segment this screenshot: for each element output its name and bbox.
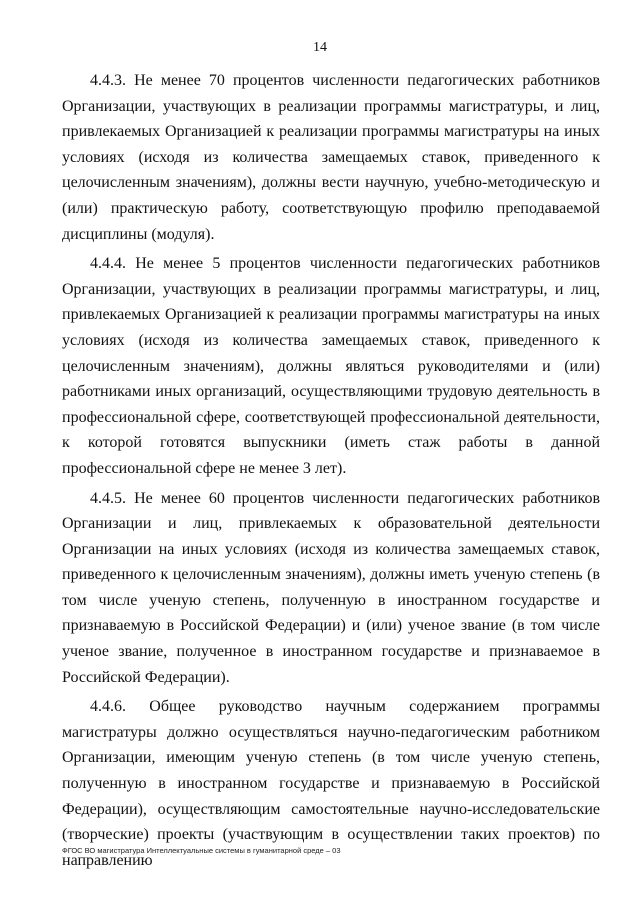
paragraph-4-4-3: 4.4.3. Не менее 70 процентов численности педагогических работников Организации, участвующих в реализации программы магистратуры, и лиц, привлекаемых Организацией к реализации программы магистратуры на иных условиях (исходя из количества замещаемых ставок, приведенного к целочисленным значениям), должны вести научную, учебно-методическую и (или) практическую работу, соответствующую профилю преподаваемой дисциплины (модуля).: [62, 72, 600, 243]
paragraph-4-4-4: 4.4.4. Не менее 5 процентов численности педагогических работников Организации, участвующих в реализации программы магистратуры, и лиц, привлекаемых Организацией к реализации программы магистратуры на иных условиях (исходя из количества замещаемых ставок, приведенного к целочисленным значениям), должны являться руководителями и (или) работниками иных организаций, осуществляющими трудовую деятельность в профессиональной сфере, соответствующей профессиональной деятельности, к которой готовятся выпускники (иметь стаж работы в данной профессиональной сфере не менее 3 лет).: [62, 255, 600, 477]
page-number: 14: [313, 40, 327, 55]
paragraph-4-4-6: 4.4.6. Общее руководство научным содержанием программы магистратуры должно осуществляться научно-педагогическим работником Организации, имеющим ученую степень (в том числе ученую степень, полученную в иностранном государстве и признаваемую в Российской Федерации), осуществляющим самостоятельные научно-исследовательские (творческие) проекты (участвующим в осуществлении таких проектов) по направлению: [62, 698, 600, 869]
document-body: [62, 68, 600, 877]
document-footer: ФГОС ВО магистратура Интеллектуальные системы в гуманитарной среде – 03: [62, 846, 341, 855]
paragraph-4-4-5: 4.4.5. Не менее 60 процентов численности педагогических работников Организации и лиц, привлекаемых к образовательной деятельности Организации на иных условиях (исходя из количества замещаемых ставок, приведенного к целочисленным значениям), должны иметь ученую степень (в том числе ученую степень, полученную в иностранном государстве и признаваемую в Российской Федерации) и (или) ученое звание (в том числе ученое звание, полученное в иностранном государстве и признаваемое в Российской Федерации).: [62, 489, 600, 686]
